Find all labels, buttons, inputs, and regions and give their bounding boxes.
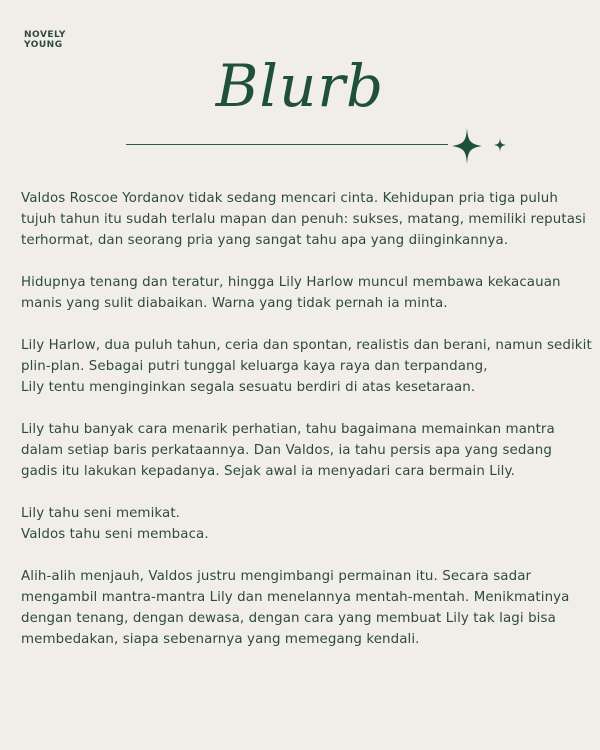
text-line: tujuh tahun itu sudah terlalu mapan dan penuh: sukses, matang, memiliki reputasi: [21, 212, 586, 227]
text-line: Lily tahu banyak cara menarik perhatian, tahu bagaimana memainkan mantra: [21, 422, 555, 437]
text-line: Valdos Roscoe Yordanov tidak sedang mencari cinta. Kehidupan pria tiga puluh: [21, 191, 558, 206]
text-line: Lily Harlow, dua puluh tahun, ceria dan spontan, realistis dan berani, namun sedikit: [21, 338, 592, 353]
text-line: Lily tahu seni memikat.: [21, 506, 181, 521]
paragraph: [21, 188, 591, 251]
text-line: gadis itu lakukan kepadanya. Sejak awal ia menyadari cara bermain Lily.: [21, 464, 515, 479]
page-title: Blurb: [215, 52, 385, 120]
text-line: terhormat, dan seorang pria yang sangat tahu apa yang diinginkannya.: [21, 233, 509, 248]
text-line: Valdos tahu seni membaca.: [21, 527, 209, 542]
text-line: manis yang sulit diabaikan. Warna yang tidak pernah ia minta.: [21, 296, 448, 311]
brand-line-1: NOVELY: [24, 30, 66, 40]
brand-line-2: YOUNG: [24, 40, 63, 50]
paragraph: [21, 419, 591, 482]
text-line: plin-plan. Sebagai putri tunggal keluarga kaya raya dan terpandang,: [21, 359, 488, 374]
text-line: dengan tenang, dengan dewasa, dengan cara yang membuat Lily tak lagi bisa: [21, 611, 556, 626]
paragraph: [21, 335, 591, 398]
divider-line: [126, 144, 448, 145]
brand-logo: [24, 30, 66, 50]
sparkle-small-icon: [494, 138, 506, 152]
sparkle-large-icon: [452, 128, 482, 164]
text-line: Alih-alih menjauh, Valdos justru mengimbangi permainan itu. Secara sadar: [21, 569, 532, 584]
paragraph: [21, 566, 591, 650]
text-line: dalam setiap baris perkataannya. Dan Valdos, ia tahu persis apa yang sedang: [21, 443, 552, 458]
text-line: Hidupnya tenang dan teratur, hingga Lily Harlow muncul membawa kekacauan: [21, 275, 561, 290]
text-line: Lily tentu menginginkan segala sesuatu berdiri di atas kesetaraan.: [21, 380, 476, 395]
paragraph: [21, 272, 591, 314]
paragraph: [21, 503, 591, 545]
text-line: membedakan, siapa sebenarnya yang memegang kendali.: [21, 632, 420, 647]
text-line: mengambil mantra-mantra Lily dan menelannya mentah-mentah. Menikmatinya: [21, 590, 570, 605]
blurb-body: [21, 188, 591, 671]
